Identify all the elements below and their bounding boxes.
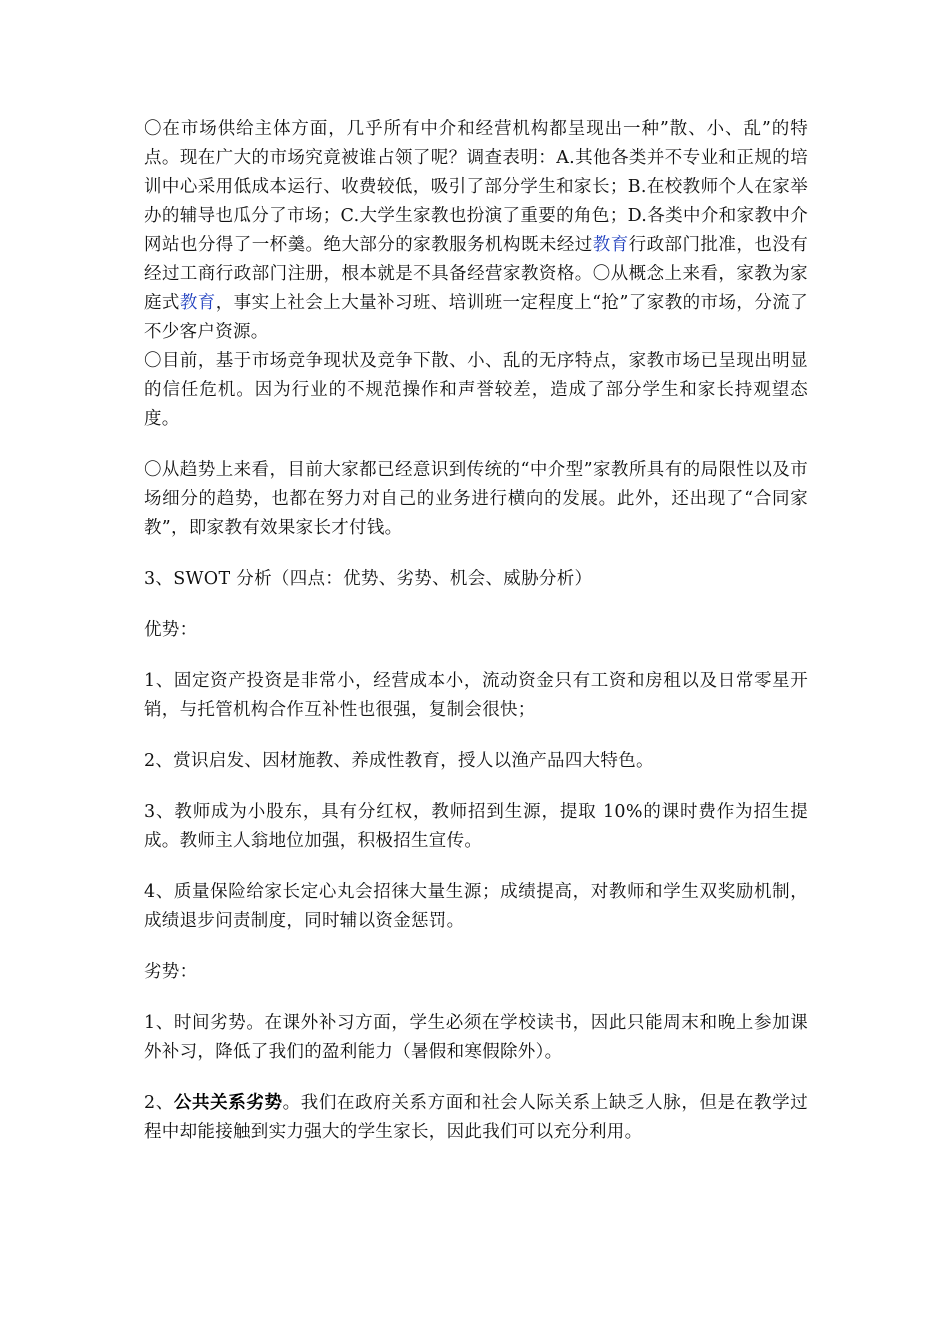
paragraph-market-supply xyxy=(144,115,808,347)
strength-item-3: 3、教师成为小股东，具有分红权，教师招到生源，提取 10%的课时费作为招生提成。教师主人翁地位加强，积极招生宣传。 xyxy=(144,802,808,851)
swot-heading: 3、SWOT 分析（四点：优势、劣势、机会、威胁分析） xyxy=(144,569,593,589)
education-link-2[interactable]: 教育 xyxy=(179,293,216,313)
strength-item-2: 2、赏识启发、因材施教、养成性教育，授人以渔产品四大特色。 xyxy=(144,751,654,771)
strengths-title: 优势： xyxy=(144,620,198,640)
paragraph-trend: 〇从趋势上来看，目前大家都已经意识到传统的“中介型”家教所具有的局限性以及市场细分的趋势，也都在努力对自己的业务进行横向的发展。此外，还出现了“合同家教”，即家教有效果家长才付钱。 xyxy=(144,460,808,538)
market-supply-text-3: ，事实上社会上大量补习班、培训班一定程度上“抢”了家教的市场，分流了不少客户资源。 xyxy=(144,293,808,342)
weakness-2-bold-title: 公共关系劣势 xyxy=(173,1093,283,1113)
paragraph-trust-crisis: 〇目前，基于市场竞争现状及竞争下散、小、乱的无序特点，家教市场已呈现出明显的信任危机。因为行业的不规范操作和声誉较差，造成了部分学生和家长持观望态度。 xyxy=(144,351,808,429)
market-supply-text-2: 行政部门批准，也没有经过工商行政部门注册，根本就是不具备经营家教资格。〇从概念上来看，家教为家庭式 xyxy=(144,235,809,313)
document-page xyxy=(144,115,808,1147)
weakness-item-2 xyxy=(144,1089,808,1147)
weakness-item-1: 1、时间劣势。在课外补习方面，学生必须在学校读书，因此只能周末和晚上参加课外补习，降低了我们的盈利能力（暑假和寒假除外）。 xyxy=(144,1013,808,1062)
market-supply-text: 〇在市场供给主体方面，几乎所有中介和经营机构都呈现出一种”散、小、乱”的特点。现在广大的市场究竟被谁占领了呢？调查表明：A.其他各类并不专业和正规的培训中心采用低成本运行、收费较低，吸引了部分学生和家长；B.在校教师个人在家举办的辅导也瓜分了市场；C.大学生家教也扮演了重要的角色；D.各类中介和家教中介网站也分得了一杯羹。绝大部分的家教服务机构既未经过 xyxy=(144,119,808,255)
strength-item-1: 1、固定资产投资是非常小，经营成本小，流动资金只有工资和房租以及日常零星开销，与托管机构合作互补性也很强，复制会很快； xyxy=(144,671,808,720)
weaknesses-title: 劣势： xyxy=(144,962,198,982)
weakness-2-number: 2、 xyxy=(144,1093,174,1113)
strength-item-4: 4、质量保险给家长定心丸会招徕大量生源；成绩提高，对教师和学生双奖励机制，成绩退步问责制度，同时辅以资金惩罚。 xyxy=(144,882,808,931)
education-link[interactable]: 教育 xyxy=(592,235,629,255)
weakness-2-text: 。我们在政府关系方面和社会人际关系上缺乏人脉，但是在教学过程中却能接触到实力强大的学生家长，因此我们可以充分利用。 xyxy=(144,1093,808,1142)
